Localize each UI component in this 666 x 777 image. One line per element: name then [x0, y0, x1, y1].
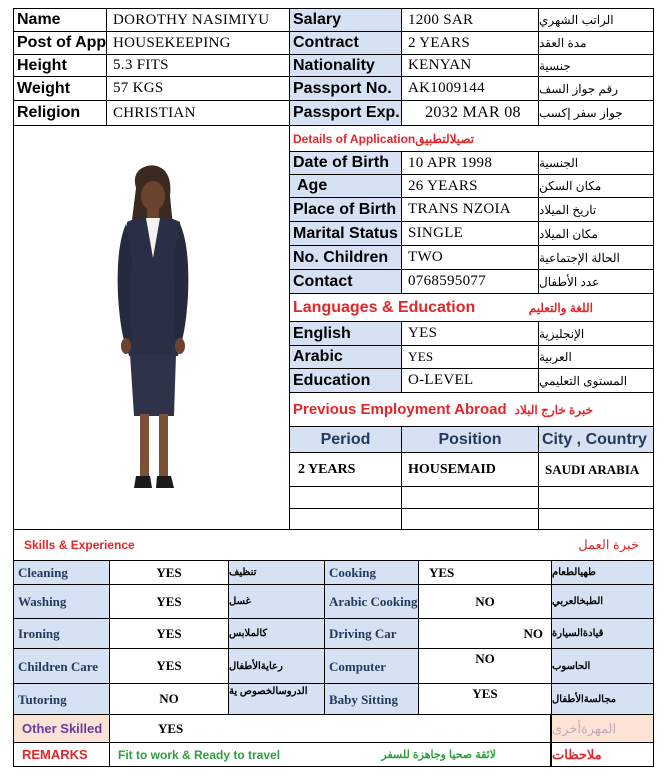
- cooking-value: YES: [418, 560, 552, 585]
- dob-arabic: الجنسية: [538, 151, 654, 175]
- salary-value: 1200 SAR: [401, 8, 539, 32]
- employment-title-row: [289, 392, 654, 427]
- application-title-row: [289, 125, 654, 152]
- photo-frame: [13, 125, 290, 530]
- passport-arabic: رقم جواز السف: [538, 76, 654, 101]
- application-title-arabic: تصيلالتطبيق: [415, 131, 475, 146]
- languages-title-row: [289, 293, 654, 322]
- employment-title: Previous Employment Abroad: [293, 401, 507, 418]
- age-label: Age: [289, 174, 402, 198]
- employment-empty-cell: [401, 508, 539, 530]
- religion-label: Religion: [13, 100, 107, 126]
- children-care-label: Children Care: [13, 648, 110, 684]
- height-value: 5.3 FITS: [106, 54, 290, 77]
- other-skilled-value: YES: [109, 714, 551, 743]
- baby-sitting-label: Baby Sitting: [324, 683, 419, 715]
- col-position: Position: [401, 426, 539, 453]
- marital-arabic: مكان الميلاد: [538, 221, 654, 246]
- tutoring-value: NO: [109, 683, 229, 715]
- arabic-cooking-value: NO: [418, 584, 552, 619]
- english-value: YES: [401, 321, 539, 346]
- contact-value: 0768595077: [401, 269, 539, 294]
- religion-value: CHRISTIAN: [106, 100, 290, 126]
- passport-label: Passport No.: [289, 76, 402, 101]
- tutoring-label: Tutoring: [13, 683, 110, 715]
- contract-arabic: مدة العقد: [538, 31, 654, 55]
- languages-title-arabic: اللغة والتعليم: [528, 300, 593, 315]
- name-value: DOROTHY NASIMIYU: [106, 8, 290, 32]
- post-label: Post of App: [13, 31, 107, 55]
- education-value: O-LEVEL: [401, 368, 539, 393]
- salary-arabic: الراتب الشهري: [538, 8, 654, 32]
- salary-label: Salary: [289, 8, 402, 32]
- baby-sitting-value: YES: [418, 683, 552, 715]
- arabic-label: Arabic: [289, 345, 402, 369]
- children-care-arabic: رعايةالأطفال: [228, 648, 325, 684]
- arabic-cooking-arabic: الطبخالعربي: [551, 584, 654, 619]
- washing-label: Washing: [13, 584, 110, 619]
- driving-label: Driving Car: [324, 618, 419, 649]
- nationality-arabic: جنسية: [538, 54, 654, 77]
- remarks-text: Fit to work & Ready to travel: [118, 747, 281, 762]
- candidate-photo: [14, 126, 289, 529]
- contract-label: Contract: [289, 31, 402, 55]
- arabic-arabic: العربية: [538, 345, 654, 369]
- computer-value: NO: [418, 648, 552, 684]
- dob-value: 10 APR 1998: [401, 151, 539, 175]
- driving-arabic: قيادةالسيارة: [551, 618, 654, 649]
- age-arabic: مكان السكن: [538, 174, 654, 198]
- other-skilled-arabic: المهرةأخرى: [551, 714, 654, 743]
- passport-exp-arabic: جواز سفر إكسب: [538, 100, 654, 126]
- post-value: HOUSEKEEPING: [106, 31, 290, 55]
- pob-label: Place of Birth: [289, 197, 402, 222]
- english-label: English: [289, 321, 402, 346]
- passport-value: AK1009144: [401, 76, 539, 101]
- ironing-value: YES: [109, 618, 229, 649]
- age-value: 26 YEARS: [401, 174, 539, 198]
- education-arabic: المستوى التعليمي: [538, 368, 654, 393]
- application-title: Details of Application: [293, 131, 416, 146]
- english-arabic: الإنجليزية: [538, 321, 654, 346]
- dob-label: Date of Birth: [289, 151, 402, 175]
- tutoring-arabic: الدروسالخصوص ية: [228, 683, 325, 715]
- passport-exp-value: 2032 MAR 08: [401, 100, 539, 126]
- contract-value: 2 YEARS: [401, 31, 539, 55]
- driving-value: NO: [418, 618, 552, 649]
- children-care-value: YES: [109, 648, 229, 684]
- marital-label: Marital Status: [289, 221, 402, 246]
- cleaning-value: YES: [109, 560, 229, 585]
- children-value: TWO: [401, 245, 539, 270]
- employment-empty-cell: [289, 508, 402, 530]
- pob-value: TRANS NZOIA: [401, 197, 539, 222]
- ironing-arabic: كالملابس: [228, 618, 325, 649]
- skills-title-arabic: خبرة العمل: [578, 537, 639, 552]
- remarks-arabic-label: ملاحظات: [551, 742, 654, 767]
- computer-arabic: الحاسوب: [551, 648, 654, 684]
- cleaning-arabic: تنظيف: [228, 560, 325, 585]
- other-skilled-label: Other Skilled: [13, 714, 110, 743]
- weight-label: Weight: [13, 76, 107, 101]
- remarks-arabic-text: لائقة صحيا وجاهزة للسفر: [381, 749, 496, 761]
- col-country: City , Country: [538, 426, 654, 453]
- education-label: Education: [289, 368, 402, 393]
- passport-exp-label: Passport Exp.: [289, 100, 402, 126]
- pob-arabic: تاريخ الميلاد: [538, 197, 654, 222]
- languages-title: Languages & Education: [293, 298, 476, 316]
- name-label: Name: [13, 8, 107, 32]
- nationality-label: Nationality: [289, 54, 402, 77]
- nationality-value: KENYAN: [401, 54, 539, 77]
- washing-value: YES: [109, 584, 229, 619]
- ironing-label: Ironing: [13, 618, 110, 649]
- arabic-cooking-label: Arabic Cooking: [324, 584, 419, 619]
- col-period: Period: [289, 426, 402, 453]
- employment-empty-cell: [538, 508, 654, 530]
- children-arabic: الحالة الإجتماعية: [538, 245, 654, 270]
- skills-title-row: [13, 529, 654, 561]
- skills-title: Skills & Experience: [24, 538, 135, 552]
- cooking-label: Cooking: [324, 560, 419, 585]
- contact-arabic: عدد الأطفال: [538, 269, 654, 294]
- cleaning-label: Cleaning: [13, 560, 110, 585]
- employment-empty-cell: [289, 486, 402, 509]
- washing-arabic: غسل: [228, 584, 325, 619]
- employment-position: HOUSEMAID: [401, 452, 539, 487]
- employment-empty-cell: [401, 486, 539, 509]
- employment-country: SAUDI ARABIA: [538, 452, 654, 487]
- employment-empty-cell: [538, 486, 654, 509]
- remarks-label: REMARKS: [13, 742, 110, 767]
- height-label: Height: [13, 54, 107, 77]
- children-label: No. Children: [289, 245, 402, 270]
- cooking-arabic: طهيالطعام: [551, 560, 654, 585]
- weight-value: 57 KGS: [106, 76, 290, 101]
- employment-period: 2 YEARS: [289, 452, 402, 487]
- employment-title-arabic: خبرة خارج البلاد: [514, 402, 593, 417]
- contact-label: Contact: [289, 269, 402, 294]
- remarks-row: [109, 742, 551, 767]
- baby-sitting-arabic: مجالسةالأطفال: [551, 683, 654, 715]
- computer-label: Computer: [324, 648, 419, 684]
- marital-value: SINGLE: [401, 221, 539, 246]
- arabic-value: YES: [401, 345, 539, 369]
